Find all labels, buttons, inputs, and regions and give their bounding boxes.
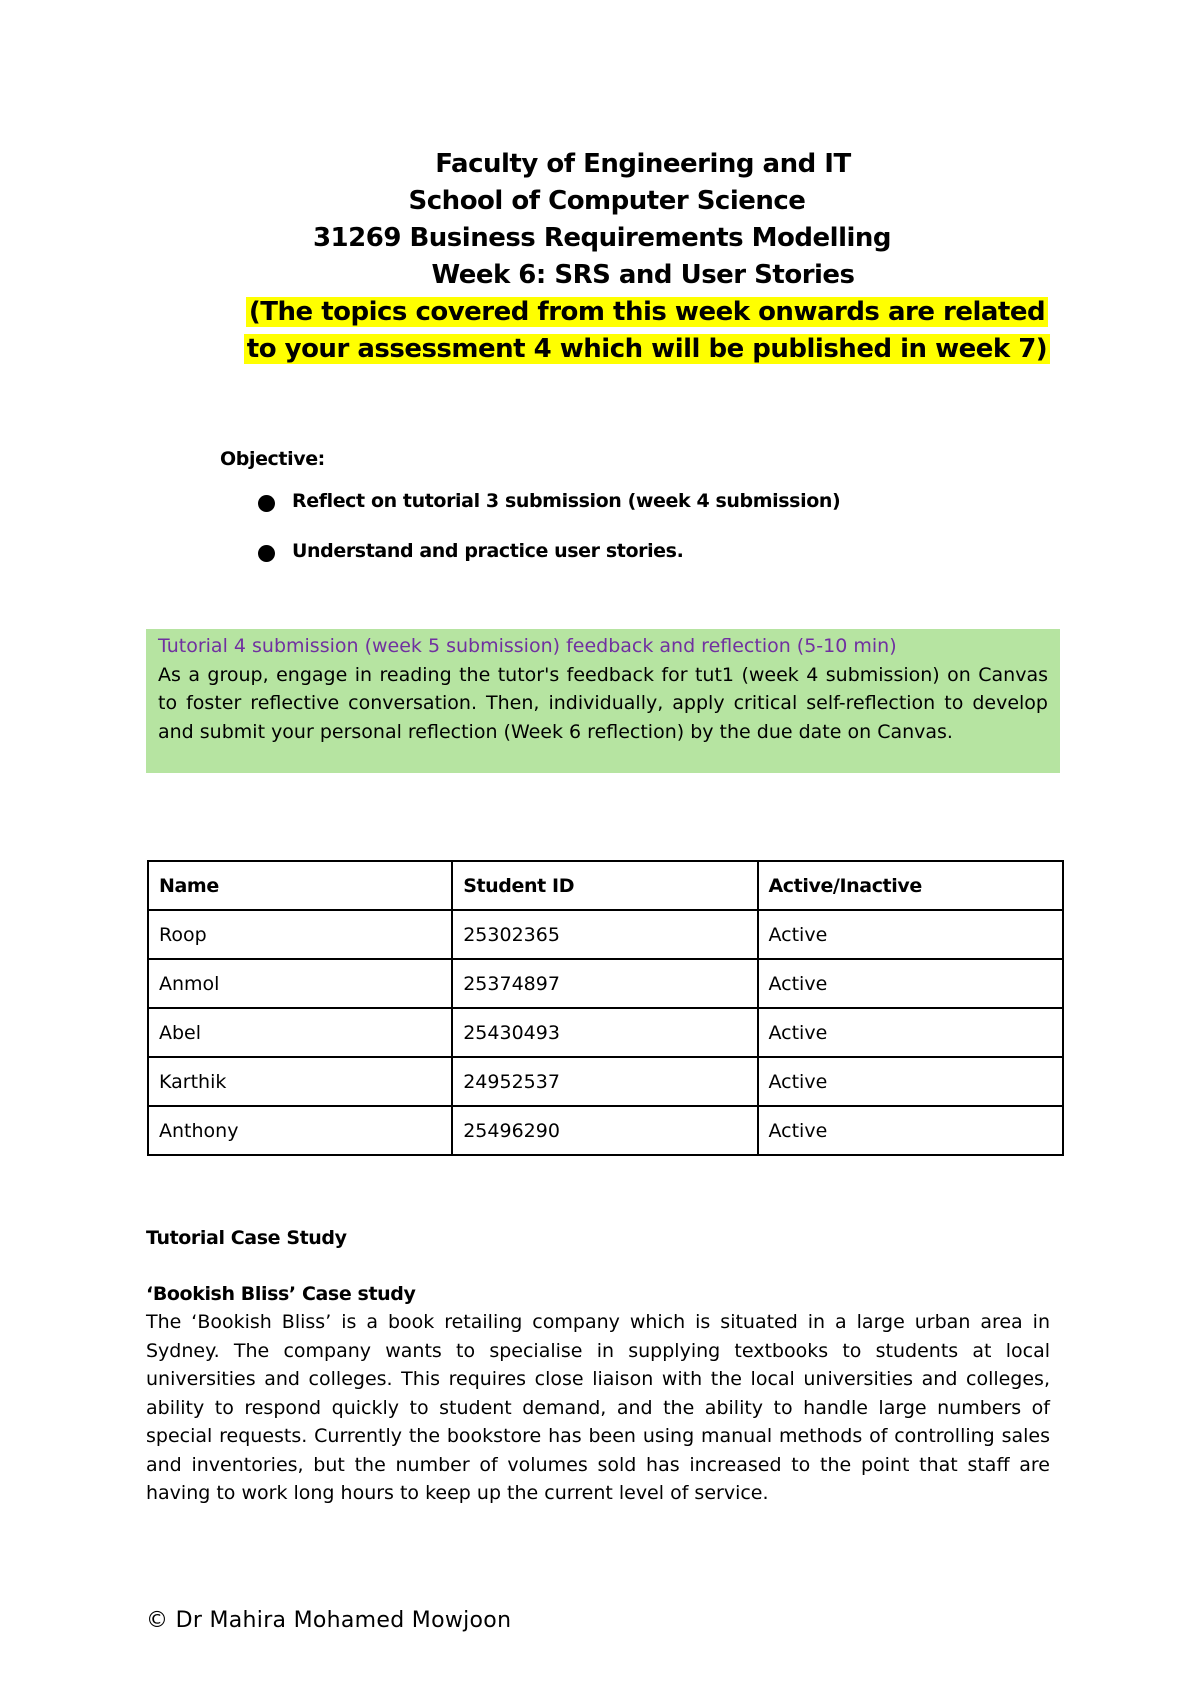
- feedback-callout: [146, 629, 1060, 773]
- table-row: [148, 1008, 1063, 1057]
- objective-item-text: Understand and practice user stories.: [292, 540, 684, 562]
- objective-list: [258, 490, 840, 590]
- highlighted-text: to your assessment 4 which will be published in week 7): [244, 334, 1050, 364]
- faculty-title: Faculty of Engineering and IT: [435, 149, 851, 179]
- objective-item-text: Reflect on tutorial 3 submission (week 4 submission): [292, 490, 841, 512]
- member-status: Active: [758, 910, 1064, 959]
- column-header-status: Active/Inactive: [758, 861, 1064, 910]
- case-study-subheading: ‘Bookish Bliss’ Case study: [146, 1283, 416, 1305]
- case-study-heading: Tutorial Case Study: [146, 1227, 347, 1249]
- copyright-footer: © Dr Mahira Mohamed Mowjoon: [146, 1608, 512, 1633]
- table-row: [148, 910, 1063, 959]
- member-status: Active: [758, 1008, 1064, 1057]
- member-status: Active: [758, 1106, 1064, 1155]
- member-name: Karthik: [148, 1057, 452, 1106]
- objective-item: [258, 540, 840, 590]
- group-members-table: [147, 860, 1064, 1156]
- member-status: Active: [758, 1057, 1064, 1106]
- member-name: Anmol: [148, 959, 452, 1008]
- week-title: Week 6: SRS and User Stories: [431, 260, 855, 290]
- table-row: [148, 1106, 1063, 1155]
- highlighted-text: (The topics covered from this week onwards are related: [246, 297, 1048, 327]
- table-header-row: [148, 861, 1063, 910]
- member-status: Active: [758, 959, 1064, 1008]
- feedback-body: As a group, engage in reading the tutor's feedback for tut1 (week 4 submission) on Canvas to foster reflective conversation. Then, individually, apply critical self-reflection to develop and submit your personal reflection (Week 6 reflection) by the due date on Canvas.: [158, 663, 1048, 743]
- member-student-id: 24952537: [452, 1057, 757, 1106]
- member-student-id: 25496290: [452, 1106, 757, 1155]
- case-study-body: The ‘Bookish Bliss’ is a book retailing company which is situated in a large urban area in Sydney. The company wants to specialise in supplying textbooks to students at local universities and colleges. This requires close liaison with the local universities and colleges, ability to respond quickly to student demand, and the ability to handle large numbers of special requests. Currently the bookstore has been using manual methods of controlling sales and inventories, but the number of volumes sold has increased to the point that staff are having to work long hours to keep up the current level of service.: [146, 1311, 1050, 1504]
- member-student-id: 25430493: [452, 1008, 757, 1057]
- member-name: Roop: [148, 910, 452, 959]
- subject-title: 31269 Business Requirements Modelling: [312, 223, 892, 253]
- member-name: Abel: [148, 1008, 452, 1057]
- column-header-name: Name: [148, 861, 452, 910]
- bullet-icon: [258, 495, 275, 512]
- column-header-student-id: Student ID: [452, 861, 757, 910]
- assessment-note-line2: [0, 331, 1200, 368]
- objective-item: [258, 490, 840, 540]
- feedback-title: Tutorial 4 submission (week 5 submission) feedback and reflection (5-10 min): [158, 635, 897, 657]
- table-row: [148, 1057, 1063, 1106]
- member-name: Anthony: [148, 1106, 452, 1155]
- member-student-id: 25374897: [452, 959, 757, 1008]
- member-student-id: 25302365: [452, 910, 757, 959]
- school-title: School of Computer Science: [408, 186, 806, 216]
- assessment-note-line1: [0, 294, 1200, 331]
- objective-title: Objective:: [220, 448, 325, 470]
- bullet-icon: [258, 545, 275, 562]
- table-row: [148, 959, 1063, 1008]
